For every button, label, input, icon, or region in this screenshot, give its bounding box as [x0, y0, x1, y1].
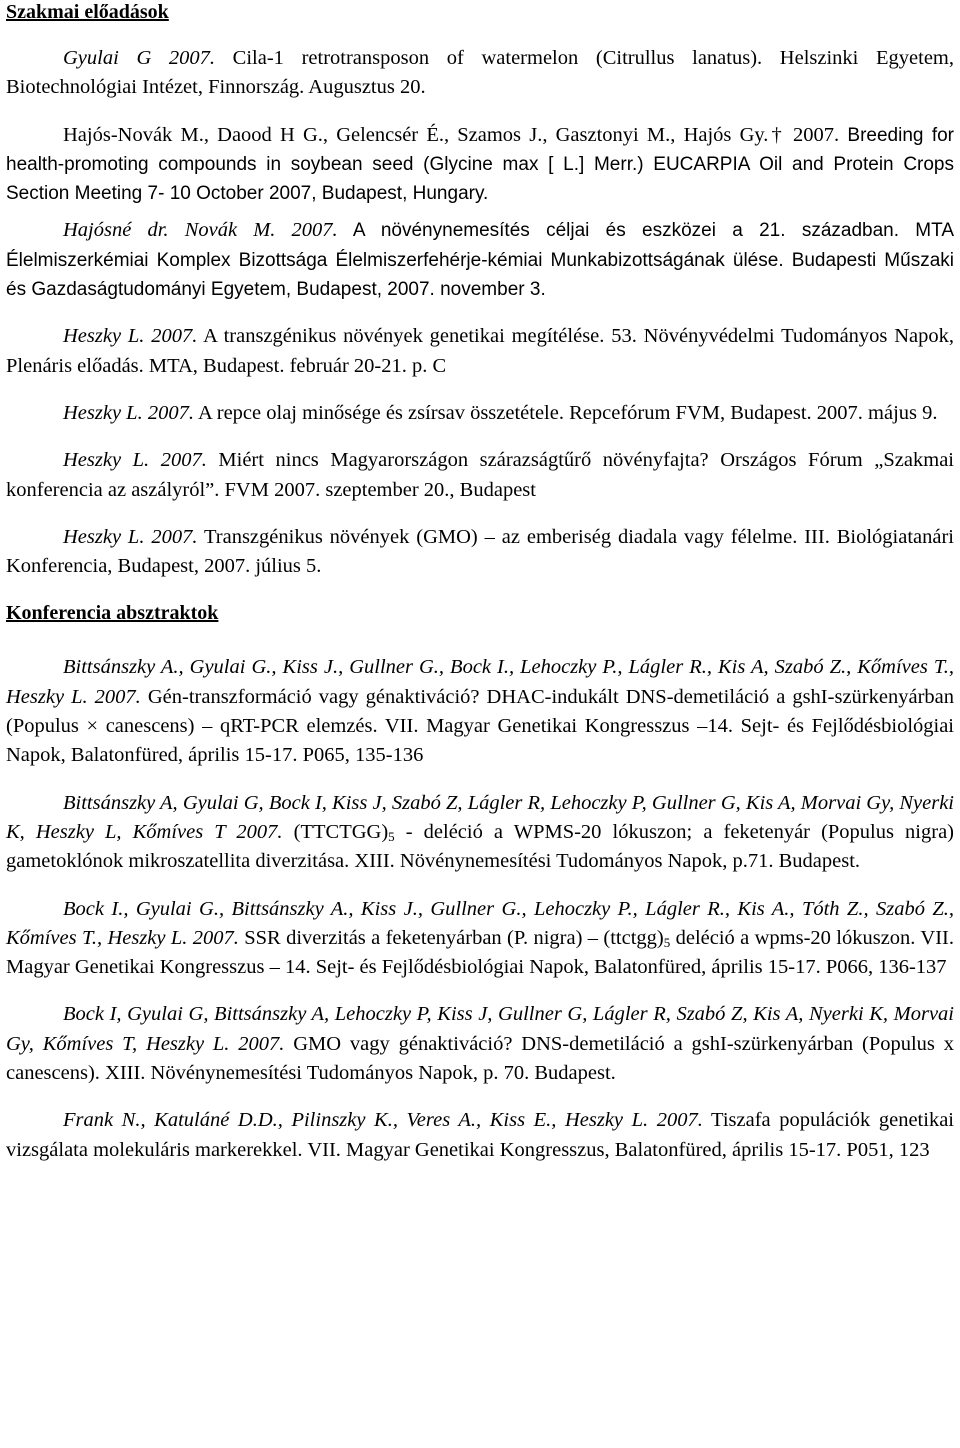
reference-authors: Bittsánszky A., Gyulai G., Kiss J., Gullner G., Bock I., Lehoczky P., Lágler R., Kis A, Szabó Z., Kőmíves T., Heszky L. 2007. [6, 656, 954, 708]
reference-authors: Bittsánszky A, Gyulai G, Bock I, Kiss J, Szabó Z, Lágler R, Lehoczky P, Gullner G, Kis A, Morvai Gy, Nyerki K, Heszky L, Kőmíves T 2007. [6, 791, 954, 843]
document-page [6, 0, 954, 1183]
reference-text: Miért nincs Magyarországon szárazságtűrő növényfajta? Országos Fórum „Szakmai konferencia az aszályról”. FVM 2007. szeptember 20., Budapest [6, 449, 954, 501]
reference-authors: Hajós-Novák M., Daood H G., Gelencsér É., Szamos J., Gasztonyi M., Hajós Gy.† 2007. [63, 123, 840, 146]
reference-text-cont: - deléció a WPMS-20 lókuszon; a feketenyár (Populus nigra) gametoklónok mikroszatellita diverzitása. XIII. Növénynemesítési Tudományos Napok, p.71. Budapest. [6, 820, 955, 873]
reference-entry [6, 399, 954, 428]
reference-entry [6, 44, 954, 103]
reference-authors: Heszky L. 2007. [63, 401, 194, 424]
reference-entry [6, 789, 954, 877]
reference-authors: Heszky L. 2007. [63, 449, 207, 472]
reference-authors: Frank N., Katuláné D.D., Pilinszky K., Veres A., Kiss E., Heszky L. 2007. [63, 1109, 703, 1132]
section-title-abstracts: Konferencia absztraktok [6, 602, 219, 625]
reference-entry [6, 121, 954, 209]
reference-text: Cila-1 retrotransposon of watermelon (Citrullus lanatus). Helszinki Egyetem, Biotechnológiai Intézet, Finnország. Augusztus 20. [6, 47, 954, 99]
reference-authors: Heszky L. 2007. [63, 525, 198, 548]
reference-entry [6, 322, 954, 381]
reference-authors: Bock I., Gyulai G., Bittsánszky A., Kiss J., Gullner G., Lehoczky P., Lágler R., Kis A., Tóth Z., Szabó Z., Kőmíves T., Heszky L. 2007. [6, 897, 954, 949]
reference-text: Breeding for health-promoting compounds in soybean seed (Glycine max [ L.] Merr.) EUCARPIA Oil and Protein Crops Section Meeting 7- 10 October 2007, Budapest, Hungary. [6, 124, 954, 205]
reference-text: A repce olaj minősége és zsírsav összetétele. Repcefórum FVM, Budapest. 2007. május 9. [193, 401, 938, 424]
reference-authors: Hajósné dr. Novák M. 2007. [63, 219, 338, 242]
section-title-talks: Szakmai előadások [6, 1, 169, 23]
reference-text: Tiszafa populációk genetikai vizsgálata molekuláris markerekkel. VII. Magyar Genetikai Kongresszus, Balatonfüred, április 15-17. P051, 123 [6, 1109, 954, 1161]
reference-text: Transzgénikus növények (GMO) – az emberiség diadala vagy félelme. III. Biológiatanári Konferencia, Budapest, 2007. július 5. [6, 525, 954, 578]
reference-text: A növénynemesítés céljai és eszközei a 21. században. MTA Élelmiszerkémiai Komplex Bizottsága Élelmiszerfehérje-kémiai Munkabizottságának ülése. Budapesti Műszaki és Gazdaságtudományi Egyetem, Budapest, 2007. november 3. [6, 220, 954, 301]
reference-authors: Gyulai G 2007. [63, 47, 216, 69]
reference-entry [6, 446, 954, 505]
reference-text: Gén-transzformáció vagy génaktiváció? DHAC-indukált DNS-demetiláció a gshI-szürkenyárban (Populus × canescens) – qRT-PCR elemzés. VII. Magyar Genetikai Kongresszus –14. Sejt- és Fejlődésbiológiai Napok, Balatonfüred, április 15-17. P065, 135-136 [6, 685, 954, 767]
subscript: 5 [663, 934, 671, 950]
reference-entry [6, 653, 954, 770]
reference-text: (TTCTGG) [282, 820, 389, 843]
reference-entry [6, 1000, 954, 1088]
reference-entry [6, 523, 954, 582]
reference-text: SSR diverzitás a feketenyárban (P. nigra) – (ttctgg) [238, 926, 664, 949]
reference-text: A transzgénikus növények genetikai megítélése. 53. Növényvédelmi Tudományos Napok, Plenáris előadás. MTA, Budapest. február 20-21. p. C [6, 325, 954, 377]
reference-text-cont: deléció a wpms-20 lókuszon. VII. Magyar Genetikai Kongresszus – 14. Sejt- és Fejlődésbiológiai Napok, Balatonfüred, április 15-17. P066, 136-137 [6, 926, 955, 979]
reference-text: GMO vagy génaktiváció? DNS-demetiláció a gshI-szürkenyárban (Populus x canescens). XIII. Növénynemesítési Tudományos Napok, p. 70. Budapest. [6, 1032, 954, 1085]
reference-authors: Heszky L. 2007. [63, 325, 198, 348]
reference-entry [6, 1106, 954, 1165]
reference-entry [6, 895, 954, 983]
subscript: 5 [388, 828, 395, 844]
reference-authors: Bock I, Gyulai G, Bittsánszky A, Lehoczky P, Kiss J, Gullner G, Lágler R, Szabó Z, Kis A, Nyerki K, Morvai Gy, Kőmíves T, Heszky L. 2007. [6, 1003, 954, 1055]
reference-entry [6, 216, 954, 304]
